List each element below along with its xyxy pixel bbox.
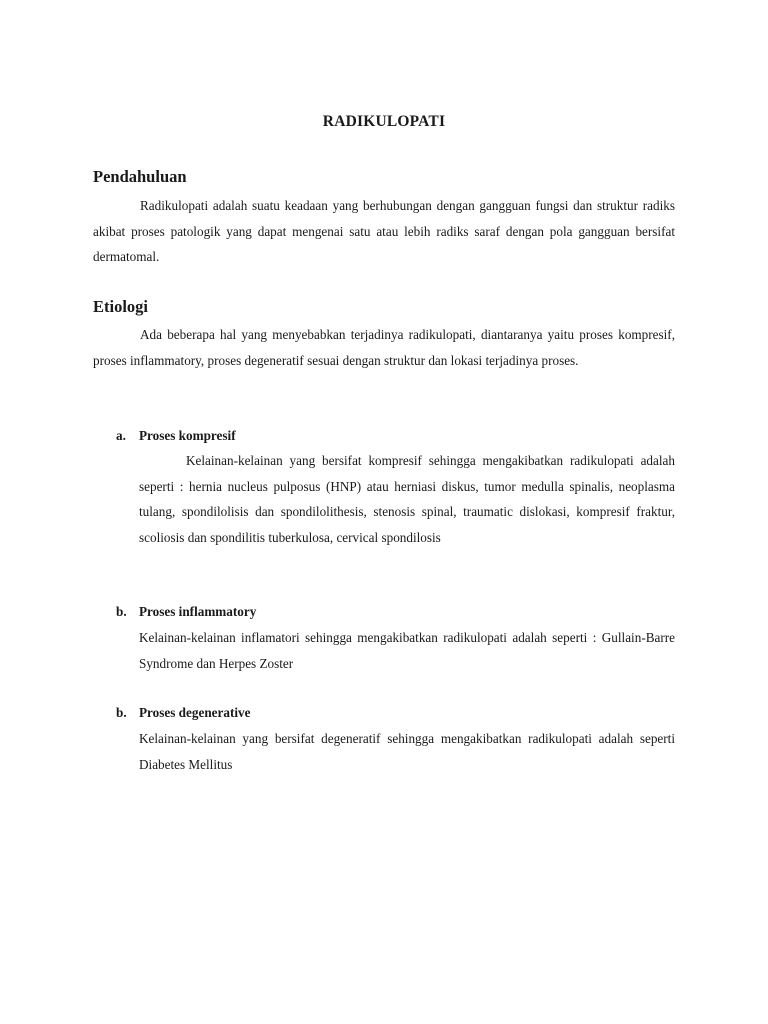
list-item-body-degenerative: Kelainan-kelainan yang bersifat degeneratif sehingga mengakibatkan radikulopati adalah seperti Diabetes Mellitus (139, 731, 675, 772)
list-item-title: Proses degenerative (139, 705, 251, 720)
section-heading-etiologi: Etiologi (93, 297, 149, 316)
list-item-body-inflammatory: Kelainan-kelainan inflamatori sehingga mengakibatkan radikulopati adalah seperti : Gullain-Barre Syndrome dan Herpes Zoster (139, 630, 675, 671)
list-item-heading-inflammatory (116, 604, 256, 620)
list-item-marker: b. (116, 604, 127, 619)
list-item-heading-kompresif (116, 428, 236, 444)
section-paragraph-pendahuluan: Radikulopati adalah suatu keadaan yang berhubungan dengan gangguan fungsi dan struktur radiks akibat proses patologik yang dapat mengenai satu atau lebih radiks saraf dengan pola gangguan bersifat dermatomal. (93, 198, 675, 264)
list-item-title: Proses kompresif (139, 428, 236, 443)
document-title: RADIKULOPATI (322, 113, 446, 130)
list-item-title: Proses inflammatory (139, 604, 257, 619)
section-heading-pendahuluan: Pendahuluan (93, 167, 187, 186)
list-item-marker: a. (116, 428, 126, 443)
list-item-marker: b. (116, 705, 127, 720)
section-paragraph-etiologi: Ada beberapa hal yang menyebabkan terjadinya radikulopati, diantaranya yaitu proses kompresif, proses inflammatory, proses degeneratif sesuai dengan struktur dan lokasi terjadinya proses. (93, 327, 675, 368)
list-item-body-kompresif: Kelainan-kelainan yang bersifat kompresif sehingga mengakibatkan radikulopati adalah seperti : hernia nucleus pulposus (HNP) atau herniasi diskus, tumor medulla spinalis, neoplasma tulang, spondilolisis dan spondilolithesis, stenosis spinal, traumatic dislokasi, kompresif fraktur, scoliosis dan spondilitis tuberkulosa, cervical spondilosis (139, 453, 675, 545)
list-item-heading-degenerative (116, 705, 250, 721)
